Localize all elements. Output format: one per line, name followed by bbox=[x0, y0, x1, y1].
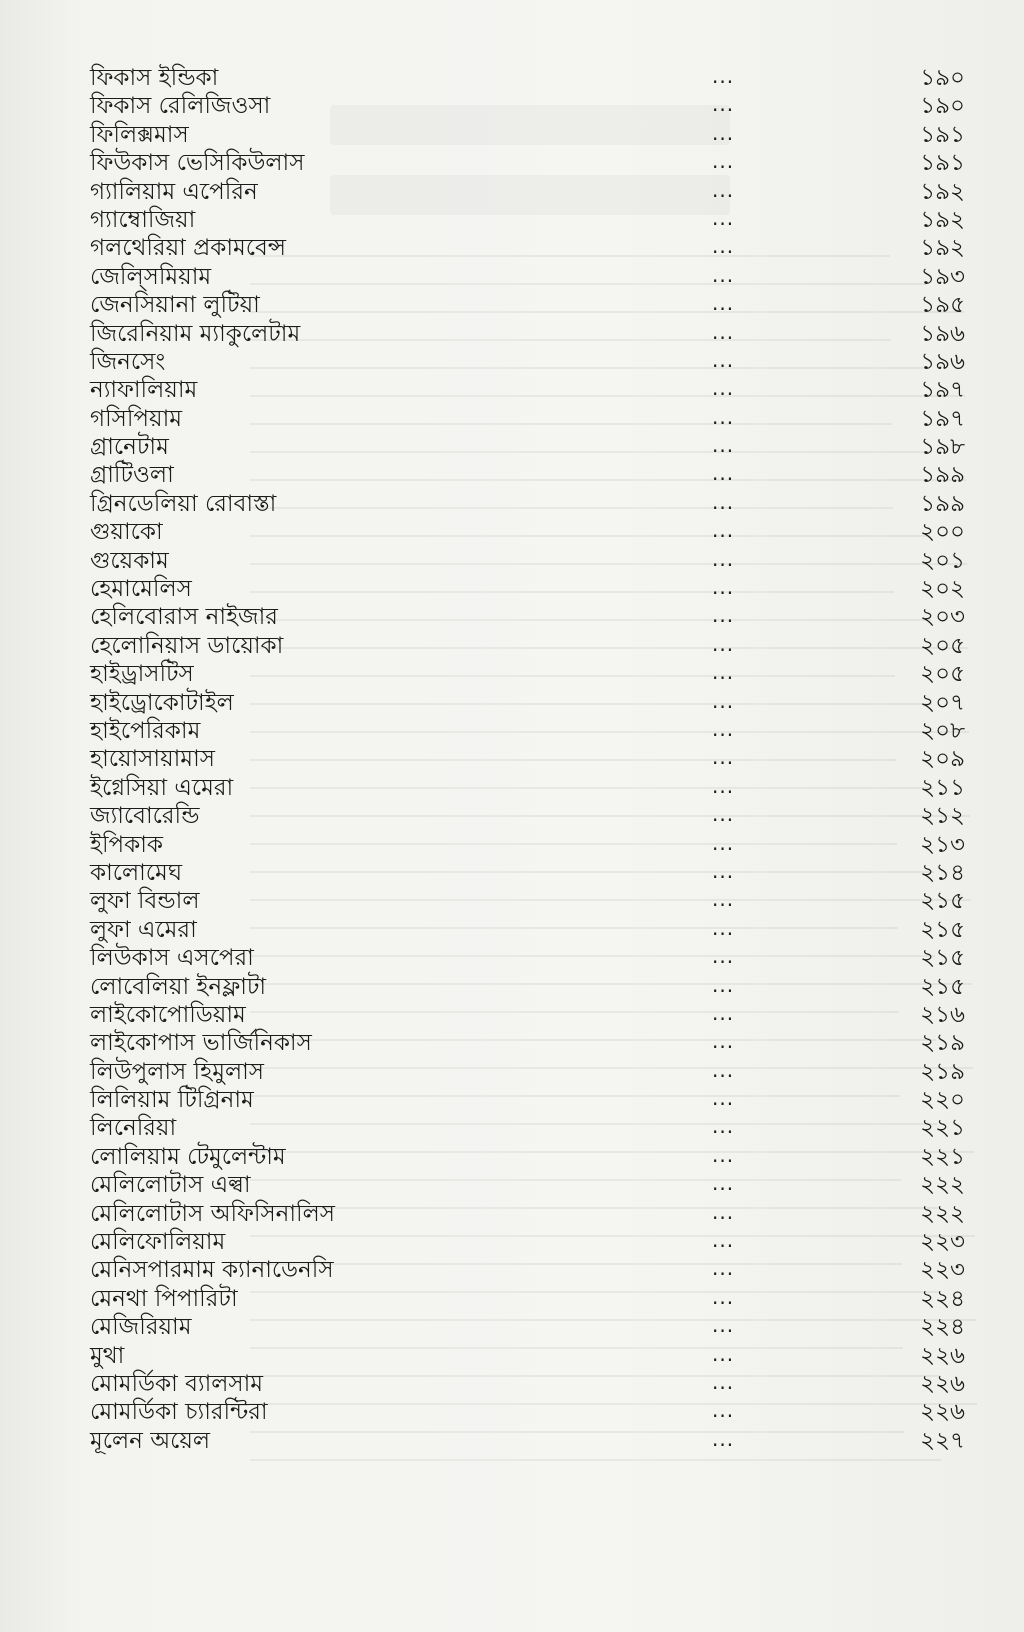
entry-page-number: ২০২ bbox=[920, 576, 965, 603]
entry-page-number: ২১৫ bbox=[920, 945, 965, 972]
toc-entry bbox=[90, 1370, 970, 1398]
entry-page-number: ২২২ bbox=[920, 1200, 965, 1227]
entry-page-number: ২০৯ bbox=[920, 746, 965, 773]
toc-entry bbox=[90, 1171, 970, 1199]
leader-dots: ... bbox=[712, 1426, 735, 1451]
toc-entry bbox=[90, 660, 970, 688]
entry-name: মোমর্ডিকা ব্যালসাম bbox=[90, 1370, 264, 1397]
leader-dots: ... bbox=[712, 915, 735, 940]
leader-dots: ... bbox=[712, 1341, 735, 1366]
toc-entry bbox=[90, 831, 970, 859]
leader-dots: ... bbox=[712, 1057, 735, 1082]
entry-page-number: ১৯৭ bbox=[920, 405, 965, 432]
toc-entry bbox=[90, 689, 970, 717]
entry-name: লিনেরিয়া bbox=[90, 1115, 177, 1142]
toc-entry bbox=[90, 1029, 970, 1057]
entry-page-number: ২২৩ bbox=[920, 1257, 965, 1284]
toc-entry bbox=[90, 405, 970, 433]
toc-entry bbox=[90, 234, 970, 262]
leader-dots: ... bbox=[712, 489, 735, 514]
toc-entry bbox=[90, 802, 970, 830]
toc-entry bbox=[90, 887, 970, 915]
toc-entry bbox=[90, 291, 970, 319]
entry-name: গ্রানেটাম bbox=[90, 434, 169, 461]
entry-page-number: ১৯২ bbox=[920, 178, 965, 205]
toc-entry bbox=[90, 717, 970, 745]
leader-dots: ... bbox=[712, 773, 735, 798]
entry-page-number: ২২৬ bbox=[920, 1342, 965, 1369]
entry-name: হেমামেলিস bbox=[90, 576, 192, 603]
entry-name: জ্যাবোরেন্ডি bbox=[90, 803, 200, 830]
entry-name: গসিপিয়াম bbox=[90, 405, 183, 432]
toc-entry bbox=[90, 1058, 970, 1086]
leader-dots: ... bbox=[712, 1398, 735, 1423]
toc-entry bbox=[90, 745, 970, 773]
leader-dots: ... bbox=[712, 1142, 735, 1167]
leader-dots: ... bbox=[712, 291, 735, 316]
toc-entry bbox=[90, 1200, 970, 1228]
entry-name: ফিকাস রেলিজিওসা bbox=[90, 93, 271, 120]
leader-dots: ... bbox=[712, 688, 735, 713]
entry-page-number: ১৯২ bbox=[920, 235, 965, 262]
entry-page-number: ২২৩ bbox=[920, 1229, 965, 1256]
entry-page-number: ১৯০ bbox=[920, 93, 965, 120]
entry-name: হেলিবোরাস নাইজার bbox=[90, 604, 278, 631]
entry-name: লাইকোপাস ভার্জিনিকাস bbox=[90, 1030, 312, 1057]
leader-dots: ... bbox=[712, 631, 735, 656]
toc-entry bbox=[90, 944, 970, 972]
entry-name: গ্রাটিওলা bbox=[90, 462, 174, 489]
entry-name: ইপিকাক bbox=[90, 831, 164, 858]
entry-page-number: ১৯৬ bbox=[920, 320, 965, 347]
leader-dots: ... bbox=[712, 120, 735, 145]
leader-dots: ... bbox=[712, 546, 735, 571]
toc-entry bbox=[90, 149, 970, 177]
entry-name: কালোমেঘ bbox=[90, 859, 183, 886]
toc-entry bbox=[90, 973, 970, 1001]
entry-page-number: ১৯৫ bbox=[920, 292, 965, 319]
toc-entry bbox=[90, 774, 970, 802]
leader-dots: ... bbox=[712, 716, 735, 741]
toc-entry bbox=[90, 263, 970, 291]
entry-page-number: ২০১ bbox=[920, 547, 965, 574]
entry-name: হাইপেরিকাম bbox=[90, 717, 201, 744]
toc-entry bbox=[90, 178, 970, 206]
leader-dots: ... bbox=[712, 234, 735, 259]
entry-page-number: ২১৬ bbox=[920, 1001, 965, 1028]
entry-name: লিলিয়াম টিগ্রিনাম bbox=[90, 1087, 254, 1114]
toc-entry bbox=[90, 461, 970, 489]
toc-entry bbox=[90, 859, 970, 887]
entry-name: মেনিসপারমাম ক্যানাডেনসি bbox=[90, 1257, 334, 1284]
entry-name: ন্যাফালিয়াম bbox=[90, 377, 198, 404]
entry-name: মেনথা পিপারিটা bbox=[90, 1285, 238, 1312]
entry-page-number: ২২৪ bbox=[920, 1314, 965, 1341]
entry-name: জেল্সিমিয়াম bbox=[90, 263, 212, 290]
entry-page-number: ২২৬ bbox=[920, 1399, 965, 1426]
entry-name: লুফা এমেরা bbox=[90, 916, 197, 943]
toc-entry bbox=[90, 376, 970, 404]
entry-page-number: ১৯০ bbox=[920, 65, 965, 91]
leader-dots: ... bbox=[712, 1086, 735, 1111]
leader-dots: ... bbox=[712, 830, 735, 855]
leader-dots: ... bbox=[712, 262, 735, 287]
toc-entry bbox=[90, 575, 970, 603]
leader-dots: ... bbox=[712, 858, 735, 883]
entry-page-number: ১৯১ bbox=[920, 121, 965, 148]
entry-page-number: ১৯৭ bbox=[920, 377, 965, 404]
toc-entry bbox=[90, 547, 970, 575]
entry-name: মেলিলোটাস অফিসিনালিস bbox=[90, 1200, 335, 1227]
toc-entry bbox=[90, 1398, 970, 1426]
toc-entry bbox=[90, 518, 970, 546]
toc-entry bbox=[90, 92, 970, 120]
entry-name: গুয়েকাম bbox=[90, 547, 169, 574]
entry-name: ফিলিক্সমাস bbox=[90, 121, 189, 148]
leader-dots: ... bbox=[712, 887, 735, 912]
toc-entry bbox=[90, 433, 970, 461]
entry-page-number: ২০৭ bbox=[920, 689, 965, 716]
entry-name: ফিকাস ইন্ডিকা bbox=[90, 65, 219, 91]
leader-dots: ... bbox=[712, 433, 735, 458]
toc-entry bbox=[90, 1143, 970, 1171]
entry-page-number: ১৯৯ bbox=[920, 490, 965, 517]
leader-dots: ... bbox=[712, 205, 735, 230]
entry-page-number: ২০০ bbox=[920, 519, 965, 546]
leader-dots: ... bbox=[712, 376, 735, 401]
entry-page-number: ২১৩ bbox=[920, 831, 965, 858]
entry-name: জিনসেং bbox=[90, 348, 166, 375]
entry-page-number: ২১৯ bbox=[920, 1058, 965, 1085]
leader-dots: ... bbox=[712, 404, 735, 429]
entry-page-number: ১৯২ bbox=[920, 206, 965, 233]
entry-page-number: ২২০ bbox=[920, 1087, 965, 1114]
entry-page-number: ২১৯ bbox=[920, 1030, 965, 1057]
leader-dots: ... bbox=[712, 1114, 735, 1139]
toc-entry bbox=[90, 206, 970, 234]
leader-dots: ... bbox=[712, 319, 735, 344]
toc-entry bbox=[90, 632, 970, 660]
leader-dots: ... bbox=[712, 575, 735, 600]
entry-name: লোবেলিয়া ইনফ্লাটা bbox=[90, 973, 267, 1000]
leader-dots: ... bbox=[712, 1284, 735, 1309]
entry-name: হায়োসায়ামাস bbox=[90, 746, 215, 773]
entry-page-number: ২১৫ bbox=[920, 973, 965, 1000]
toc-entry bbox=[90, 490, 970, 518]
leader-dots: ... bbox=[712, 1029, 735, 1054]
toc-entry bbox=[90, 121, 970, 149]
entry-page-number: ২২৪ bbox=[920, 1285, 965, 1312]
toc-entry bbox=[90, 1313, 970, 1341]
leader-dots: ... bbox=[712, 944, 735, 969]
leader-dots: ... bbox=[712, 1228, 735, 1253]
leader-dots: ... bbox=[712, 518, 735, 543]
entry-name: গলথেরিয়া প্রকামবেন্স bbox=[90, 235, 286, 262]
leader-dots: ... bbox=[712, 660, 735, 685]
entry-page-number: ২০৫ bbox=[920, 632, 965, 659]
entry-name: হাইড্রাসটিস bbox=[90, 661, 194, 688]
entry-page-number: ২১৫ bbox=[920, 888, 965, 915]
entry-name: জিরেনিয়াম ম্যাকুলেটাম bbox=[90, 320, 301, 347]
leader-dots: ... bbox=[712, 461, 735, 486]
entry-name: ইগ্নেসিয়া এমেরা bbox=[90, 774, 234, 801]
toc-entry bbox=[90, 1001, 970, 1029]
toc-entry bbox=[90, 1285, 970, 1313]
entry-page-number: ১৯১ bbox=[920, 150, 965, 177]
entry-page-number: ২০৩ bbox=[920, 604, 965, 631]
entry-name: মেলিলোটাস এল্বা bbox=[90, 1172, 251, 1199]
entry-name: গ্যালিয়াম এপেরিন bbox=[90, 178, 258, 205]
entry-page-number: ২১৪ bbox=[920, 859, 965, 886]
entry-page-number: ২০৮ bbox=[920, 717, 965, 744]
entry-name: মোমর্ডিকা চ্যারন্টিরা bbox=[90, 1399, 268, 1426]
leader-dots: ... bbox=[712, 1313, 735, 1338]
entry-name: মূলেন অয়েল bbox=[90, 1427, 211, 1454]
toc-entry bbox=[90, 348, 970, 376]
entry-name: মেজিরিয়াম bbox=[90, 1314, 192, 1341]
entry-name: মুথা bbox=[90, 1342, 125, 1369]
leader-dots: ... bbox=[712, 64, 735, 88]
leader-dots: ... bbox=[712, 972, 735, 997]
toc-entry bbox=[90, 1228, 970, 1256]
entry-page-number: ২১৫ bbox=[920, 916, 965, 943]
entry-name: লাইকোপোডিয়াম bbox=[90, 1001, 246, 1028]
toc-entry bbox=[90, 1086, 970, 1114]
entry-name: লোলিয়াম টেমুলেন্টাম bbox=[90, 1143, 286, 1170]
entry-page-number: ২২৬ bbox=[920, 1370, 965, 1397]
entry-name: লুফা বিন্ডাল bbox=[90, 888, 200, 915]
toc-entry bbox=[90, 603, 970, 631]
leader-dots: ... bbox=[712, 92, 735, 117]
entry-name: গুয়াকো bbox=[90, 519, 163, 546]
leader-dots: ... bbox=[712, 1171, 735, 1196]
entry-name: হাইড্রোকোটাইল bbox=[90, 689, 234, 716]
leader-dots: ... bbox=[712, 1369, 735, 1394]
leader-dots: ... bbox=[712, 347, 735, 372]
entry-page-number: ২২৭ bbox=[920, 1427, 965, 1454]
leader-dots: ... bbox=[712, 149, 735, 174]
entry-page-number: ১৯৮ bbox=[920, 434, 965, 461]
entry-page-number: ২২১ bbox=[920, 1115, 965, 1142]
entry-page-number: ২২১ bbox=[920, 1143, 965, 1170]
entry-name: লিউকাস এসপেরা bbox=[90, 945, 254, 972]
entry-page-number: ২২২ bbox=[920, 1172, 965, 1199]
entry-name: হেলোনিয়াস ডায়োকা bbox=[90, 632, 284, 659]
entry-page-number: ১৯৩ bbox=[920, 263, 965, 290]
entry-page-number: ২১১ bbox=[920, 774, 965, 801]
entry-name: ফিউকাস ভেসিকিউলাস bbox=[90, 150, 305, 177]
table-of-contents bbox=[90, 64, 970, 1455]
entry-name: গ্যাম্বোজিয়া bbox=[90, 206, 196, 233]
leader-dots: ... bbox=[712, 1199, 735, 1224]
entry-page-number: ১৯৬ bbox=[920, 348, 965, 375]
toc-entry bbox=[90, 1256, 970, 1284]
leader-dots: ... bbox=[712, 1256, 735, 1281]
toc-entry bbox=[90, 1114, 970, 1142]
toc-entry bbox=[90, 320, 970, 348]
entry-name: মেলিফোলিয়াম bbox=[90, 1229, 226, 1256]
entry-page-number: ২১২ bbox=[920, 803, 965, 830]
toc-entry bbox=[90, 916, 970, 944]
entry-name: লিউপুলাস হিমুলাস bbox=[90, 1058, 264, 1085]
entry-name: গ্রিনডেলিয়া রোবাস্তা bbox=[90, 490, 277, 517]
entry-name: জেনসিয়ানা লুটিয়া bbox=[90, 292, 260, 319]
leader-dots: ... bbox=[712, 177, 735, 202]
leader-dots: ... bbox=[712, 745, 735, 770]
toc-entry bbox=[90, 1342, 970, 1370]
toc-entry bbox=[90, 1427, 970, 1455]
toc-entry bbox=[90, 64, 970, 92]
leader-dots: ... bbox=[712, 603, 735, 628]
entry-page-number: ২০৫ bbox=[920, 661, 965, 688]
leader-dots: ... bbox=[712, 1000, 735, 1025]
leader-dots: ... bbox=[712, 802, 735, 827]
entry-page-number: ১৯৯ bbox=[920, 462, 965, 489]
